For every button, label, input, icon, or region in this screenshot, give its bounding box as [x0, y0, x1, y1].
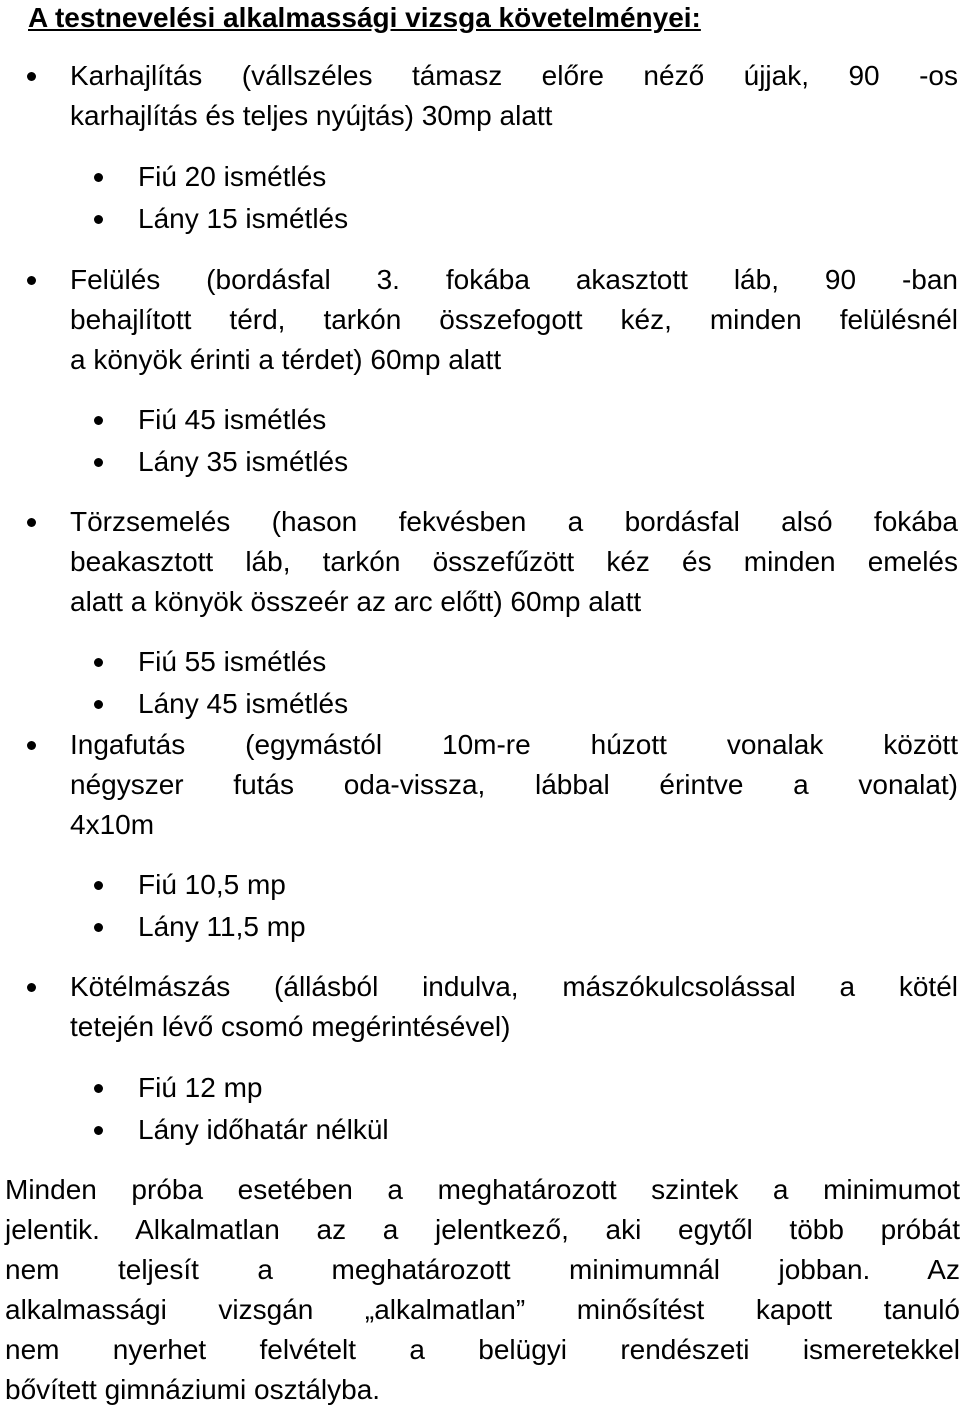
requirement-text: Törzsemelés (hason fekvésben a bordásfal alsó fokába beakasztott láb, tarkón összefűzött kéz és minden emelés alatt a könyök összeér az arc előtt) 60mp alatt [70, 506, 958, 617]
bullet-icon [94, 1126, 103, 1135]
bullet-icon [94, 173, 103, 182]
bullet-icon [27, 983, 36, 992]
bullet-icon [94, 923, 103, 932]
bullet-icon [94, 416, 103, 425]
bullet-icon [94, 1084, 103, 1093]
requirement-text: Kötélmászás (állásból indulva, mászókulcsolással a kötél tetején lévő csomó megérintésével) [70, 971, 958, 1042]
requirement-text: Ingafutás (egymástól 10m-re húzott vonalak között négyszer futás oda-vissza, lábbal érintve a vonalat) 4x10m [70, 729, 958, 840]
bullet-icon [27, 276, 36, 285]
bullet-icon [27, 741, 36, 750]
requirement-text: Felülés (bordásfal 3. fokába akasztott láb, 90 -ban behajlított térd, tarkón összefogott kéz, minden felülésnél a könyök érinti a térdet) 60mp alatt [70, 264, 958, 375]
requirement-text: Karhajlítás (vállszéles támasz előre néző újjak, 90 -os karhajlítás és teljes nyújtás) 30mp alatt [70, 60, 958, 131]
bullet-icon [94, 458, 103, 467]
bullet-icon [94, 700, 103, 709]
bullet-icon [27, 72, 36, 81]
bullet-icon [94, 658, 103, 667]
bullet-icon [94, 215, 103, 224]
closing-paragraph: Minden próba esetében a meghatározott szintek a minimumot jelentik. Alkalmatlan az a jelentkező, aki egytől több próbát nem teljesít a meghatározott minimumnál jobban. Az alkalmassági vizsgán „alkalmatlan” minősítést kapott tanuló nem nyerhet felvételt a belügyi rendészeti ismeretekkel bővített gimnáziumi osztályba. [5, 1174, 960, 1405]
bullet-icon [94, 881, 103, 890]
bullet-icon [27, 518, 36, 527]
document-title: A testnevelési alkalmassági vizsga követelményei: [28, 2, 701, 33]
